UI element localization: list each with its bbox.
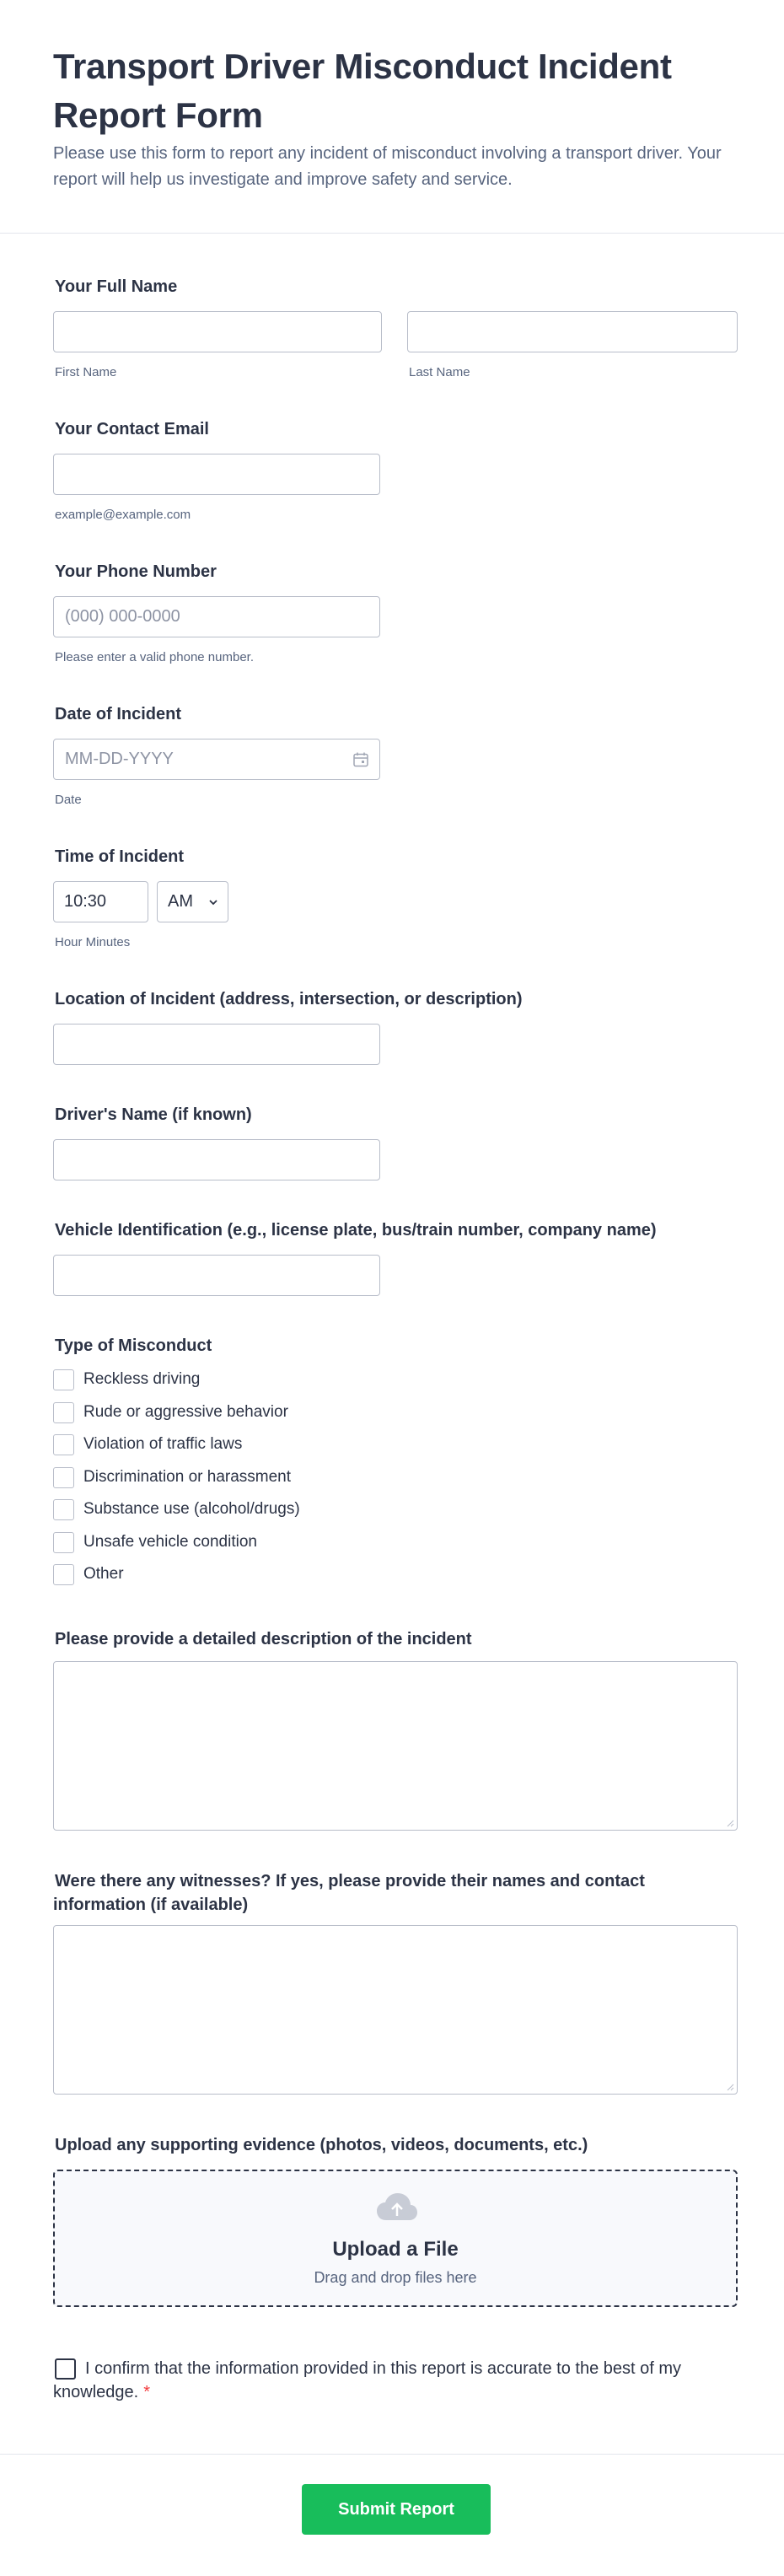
full-name-label: Your Full Name [55, 277, 178, 296]
first-name-input[interactable] [53, 311, 382, 352]
form-description: Please use this form to report any incident of misconduct involving a transport driver. Your report will help us investigate and improve safety and service. [53, 144, 722, 189]
phone-placeholder: (000) 000-0000 [65, 607, 180, 626]
date-label: Date of Incident [55, 705, 182, 723]
date-sublabel: Date [55, 793, 82, 807]
time-sublabel: Hour Minutes [55, 935, 131, 949]
checkbox[interactable] [53, 1402, 74, 1423]
upload-hint: Drag and drop files here [314, 2269, 477, 2286]
evidence-label: Upload any supporting evidence (photos, videos, documents, etc.) [55, 2136, 588, 2154]
checkbox[interactable] [53, 1369, 74, 1390]
driver-name-input[interactable] [53, 1139, 380, 1180]
checkbox[interactable] [53, 1532, 74, 1553]
phone-label: Your Phone Number [55, 562, 217, 581]
witnesses-textarea[interactable] [53, 1925, 738, 2095]
misconduct-option[interactable]: Other [53, 1564, 559, 1586]
email-sublabel: example@example.com [55, 508, 191, 522]
time-value: 10:30 [64, 892, 107, 911]
checkbox[interactable] [53, 1499, 74, 1520]
driver-name-label: Driver's Name (if known) [55, 1105, 252, 1124]
misconduct-option[interactable]: Substance use (alcohol/drugs) [53, 1499, 559, 1521]
vehicle-label: Vehicle Identification (e.g., license plate, bus/train number, company name) [55, 1221, 657, 1240]
description-label: Please provide a detailed description of the incident [55, 1630, 472, 1648]
location-input[interactable] [53, 1024, 380, 1065]
ampm-value: AM [168, 892, 193, 911]
footer-divider [0, 2454, 784, 2455]
email-label: Your Contact Email [55, 420, 209, 438]
last-name-input[interactable] [407, 311, 738, 352]
location-label: Location of Incident (address, intersection, or description) [55, 990, 523, 1008]
phone-sublabel: Please enter a valid phone number. [55, 650, 254, 664]
form-title: Transport Driver Misconduct Incident Report Form [53, 46, 672, 135]
checkbox[interactable] [53, 1434, 74, 1455]
ampm-select[interactable] [157, 881, 228, 922]
last-name-sublabel: Last Name [409, 365, 470, 379]
checkbox[interactable] [53, 1564, 74, 1585]
chevron-down-icon [207, 896, 219, 908]
resize-grip-icon[interactable] [726, 1819, 734, 1827]
checkbox[interactable] [53, 1467, 74, 1488]
resize-grip-icon[interactable] [726, 2083, 734, 2091]
time-label: Time of Incident [55, 847, 184, 866]
required-mark: * [143, 2383, 150, 2401]
misconduct-option[interactable]: Reckless driving [53, 1369, 559, 1391]
calendar-icon[interactable] [352, 751, 369, 768]
misconduct-option[interactable]: Rude or aggressive behavior [53, 1402, 559, 1424]
email-input[interactable] [53, 454, 380, 495]
upload-title: Upload a File [332, 2238, 459, 2261]
time-input[interactable] [53, 881, 148, 922]
misconduct-option[interactable]: Unsafe vehicle condition [53, 1532, 559, 1554]
date-placeholder: MM-DD-YYYY [65, 750, 174, 768]
date-input[interactable] [53, 739, 380, 780]
form-header [0, 0, 784, 234]
misconduct-label: Type of Misconduct [55, 1336, 212, 1355]
file-upload-dropzone[interactable] [53, 2170, 738, 2307]
witnesses-label: Were there any witnesses? If yes, please provide their names and contact information (if available) [53, 1872, 645, 1914]
misconduct-option[interactable]: Discrimination or harassment [53, 1467, 559, 1489]
submit-button[interactable]: Submit Report [302, 2484, 491, 2535]
misconduct-option[interactable]: Violation of traffic laws [53, 1434, 559, 1456]
confirm-label: I confirm that the information provided in this report is accurate to the best of my knowledge. * [53, 2359, 682, 2401]
first-name-sublabel: First Name [55, 365, 117, 379]
vehicle-input[interactable] [53, 1255, 380, 1296]
cloud-upload-icon [375, 2191, 419, 2224]
description-textarea[interactable] [53, 1661, 738, 1831]
phone-input[interactable] [53, 596, 380, 637]
